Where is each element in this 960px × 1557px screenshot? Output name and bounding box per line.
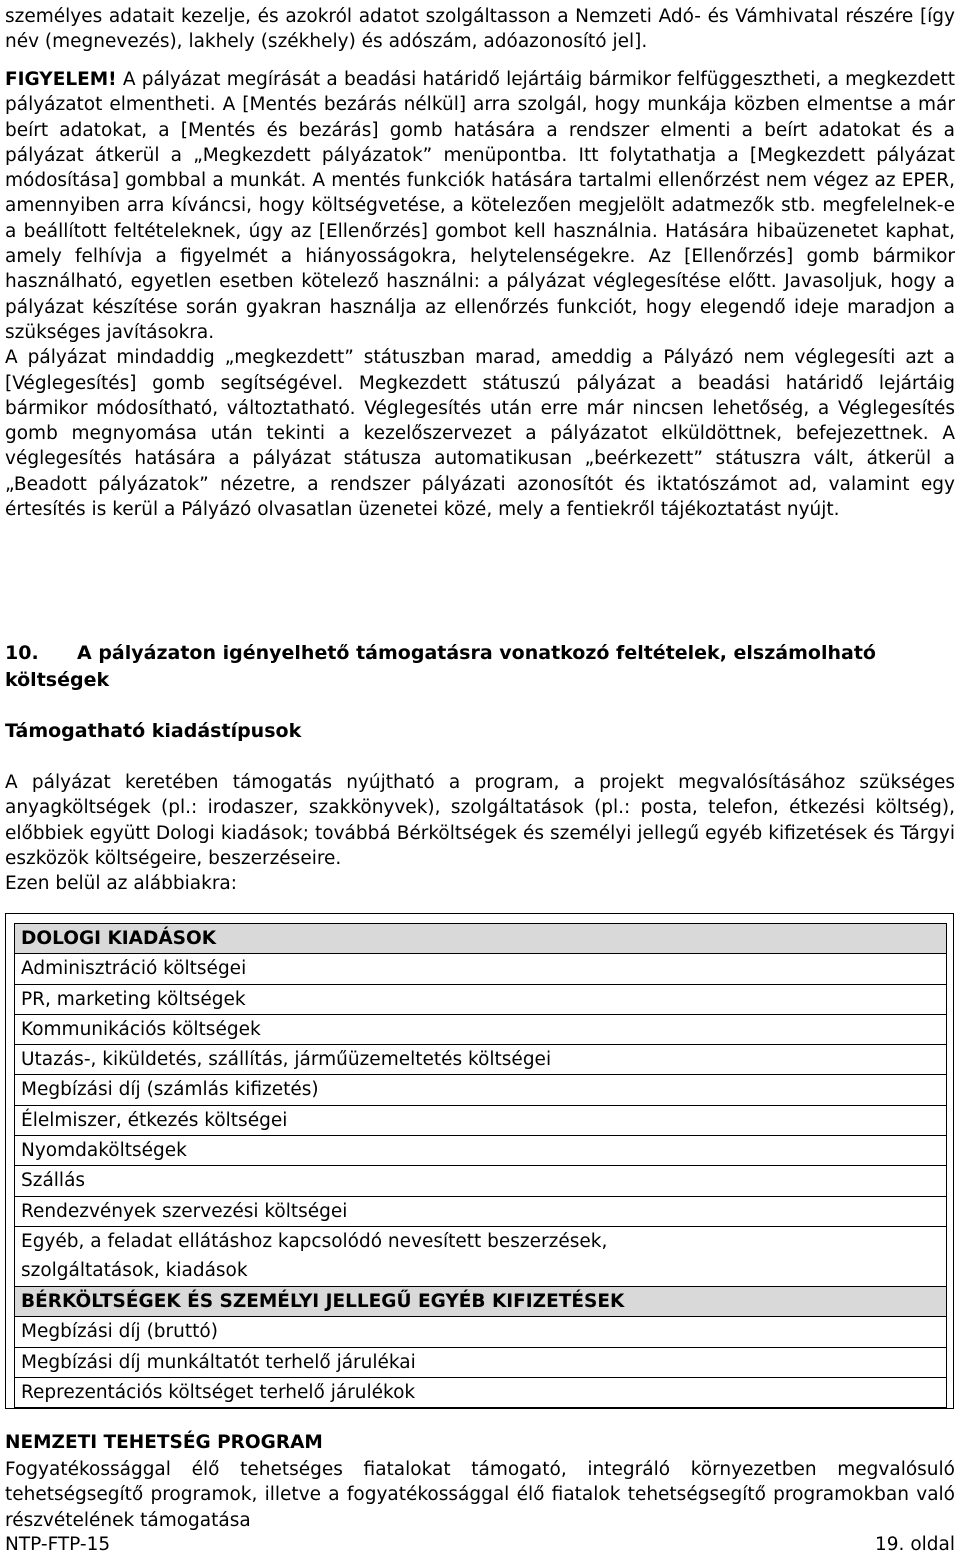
warning-text: A pályázat megírását a beadási határidő lejártáig bármikor felfüggesztheti, a megkezdett pályázatot elmentheti. A [Mentés bezárás nélkül] arra szolgál, hogy munkája közben elmentse a már beírt adatokat, a [Mentés és bezárás] gomb hatására a rendszer elmenti a beírt adatokat és a pályázat átkerül a „Megkezdett pályázatok” menüpontba. Itt folytathatja a [Megkezdett pályázat módosítása] gombbal a munkát. A mentés funkciók hatására tartalmi ellenőrzést nem végez az EPER, amennyiben arra kíváncsi, hogy költségvetése, a kötelezően megjelölt adatmezők stb. megfelelnek-e a beállított feltételeknek, úgy az [Ellenőrzés] gombot kell használnia. Hatására hibaüzenetet kaphat, amely felhívja a figyelmét a hiányosságokra, helytelenségekre. Az [Ellenőrzés] gomb bármikor használható, egyetlen esetben kötelező használni: a pályázat véglegesítése előtt. Javasoljuk, hogy a pályázat készítése során gyakran használja az ellenőrzés funkciót, hogy elegendő ideje maradjon a szükséges javításokra.: [5, 69, 955, 343]
paragraph-finalize: A pályázat mindaddig „megkezdett” státuszban marad, ameddig a Pályázó nem véglegesíti azt a [Véglegesítés] gomb segítségével. Megkezdett státuszú pályázat a beadási határidő lejártáig bármikor módosítható, változtatható. Véglegesítés után erre már nincsen lehetőség, a Véglegesítés gomb megnyomása után tekinti a kezelőszervezet a pályázatot elküldöttnek, befejezettnek. A véglegesítés hatására a pályázat státusza automatikusan „beérkezett” státuszra vált, átkerül a „Beadott pályázatok” nézetre, a rendszer pályázati azonosítót és iktatószámot ad, valamint egy értesítés is kerül a Pályázó olvasatlan üzenetei közé, mely a fentiekről tájékoztatást nyújt.: [5, 347, 955, 521]
table-row: Megbízási díj munkáltatót terhelő járulékai: [14, 1348, 947, 1378]
table-row: Adminisztráció költségei: [14, 954, 947, 984]
table-row-multiline: [14, 1227, 947, 1287]
page-number: 19. oldal: [875, 1534, 955, 1555]
ntp-block: [5, 1457, 955, 1533]
footer-code: NTP-FTP-15: [5, 1534, 111, 1555]
table-row: Nyomdaköltségek: [14, 1136, 947, 1166]
warning-paragraph: [5, 67, 955, 345]
table-row: Utazás-, kiküldetés, szállítás, járműüzemeltetés költségei: [14, 1045, 947, 1075]
table-row: Kommunikációs költségek: [14, 1015, 947, 1045]
paragraph-warning: [5, 67, 955, 522]
table-row: PR, marketing költségek: [14, 985, 947, 1015]
table-row: Rendezvények szervezési költségei: [14, 1197, 947, 1227]
intro-block: [5, 770, 955, 896]
table-row: Megbízási díj (számlás kifizetés): [14, 1075, 947, 1105]
table-group-header: BÉRKÖLTSÉGEK ÉS SZEMÉLYI JELLEGŰ EGYÉB KIFIZETÉSEK: [14, 1287, 947, 1317]
cost-table: [5, 913, 954, 1409]
section-title: A pályázaton igényelhető támogatásra vonatkozó feltételek, elszámolható költségek: [5, 642, 876, 691]
table-row-line: szolgáltatások, kiadások: [21, 1260, 248, 1282]
table-row: Megbízási díj (bruttó): [14, 1317, 947, 1347]
table-row: Szállás: [14, 1166, 947, 1196]
intro-paragraph: A pályázat keretében támogatás nyújtható a program, a projekt megvalósításához szükséges anyagköltségek (pl.: irodaszer, szakkönyvek), szolgáltatások (pl.: posta, telefon, étkezési költség), előbbiek együtt Dologi kiadások; továbbá Bérköltségek és személyi jellegű egyéb kifizetések és Tárgyi eszközök költségeire, beszerzéseire.: [5, 772, 955, 869]
section-number: 10.: [5, 642, 39, 664]
paragraph-data-handling: [5, 4, 955, 55]
page-footer: [5, 1534, 955, 1556]
table-row-line: Egyéb, a feladat ellátáshoz kapcsolódó nevesített beszerzések,: [21, 1230, 608, 1252]
table-row: Élelmiszer, étkezés költségei: [14, 1106, 947, 1136]
subheading: Támogatható kiadástípusok: [5, 720, 302, 742]
section-heading: [5, 640, 955, 694]
ntp-text: Fogyatékossággal élő tehetséges fiatalokat támogató, integráló környezetben megvalósuló tehetségsegítő programok, illetve a fogyatékossággal élő fiatalok tehetségsegítő programokban való részvételének támogatása: [5, 1459, 955, 1531]
intro-paragraph-2: Ezen belül az alábbiakra:: [5, 873, 237, 895]
table-group-header: DOLOGI KIADÁSOK: [14, 923, 947, 954]
table-row: Reprezentációs költséget terhelő járulékok: [14, 1378, 947, 1408]
cost-table-inner: [14, 923, 947, 1408]
ntp-heading: NEMZETI TEHETSÉG PROGRAM: [5, 1432, 323, 1453]
warning-label: FIGYELEM!: [5, 69, 117, 90]
paragraph-text: személyes adatait kezelje, és azokról adatot szolgáltasson a Nemzeti Adó- és Vámhivatal részére [így név (megnevezés), lakhely (székhely) és adószám, adóazonosító jel].: [5, 6, 955, 53]
